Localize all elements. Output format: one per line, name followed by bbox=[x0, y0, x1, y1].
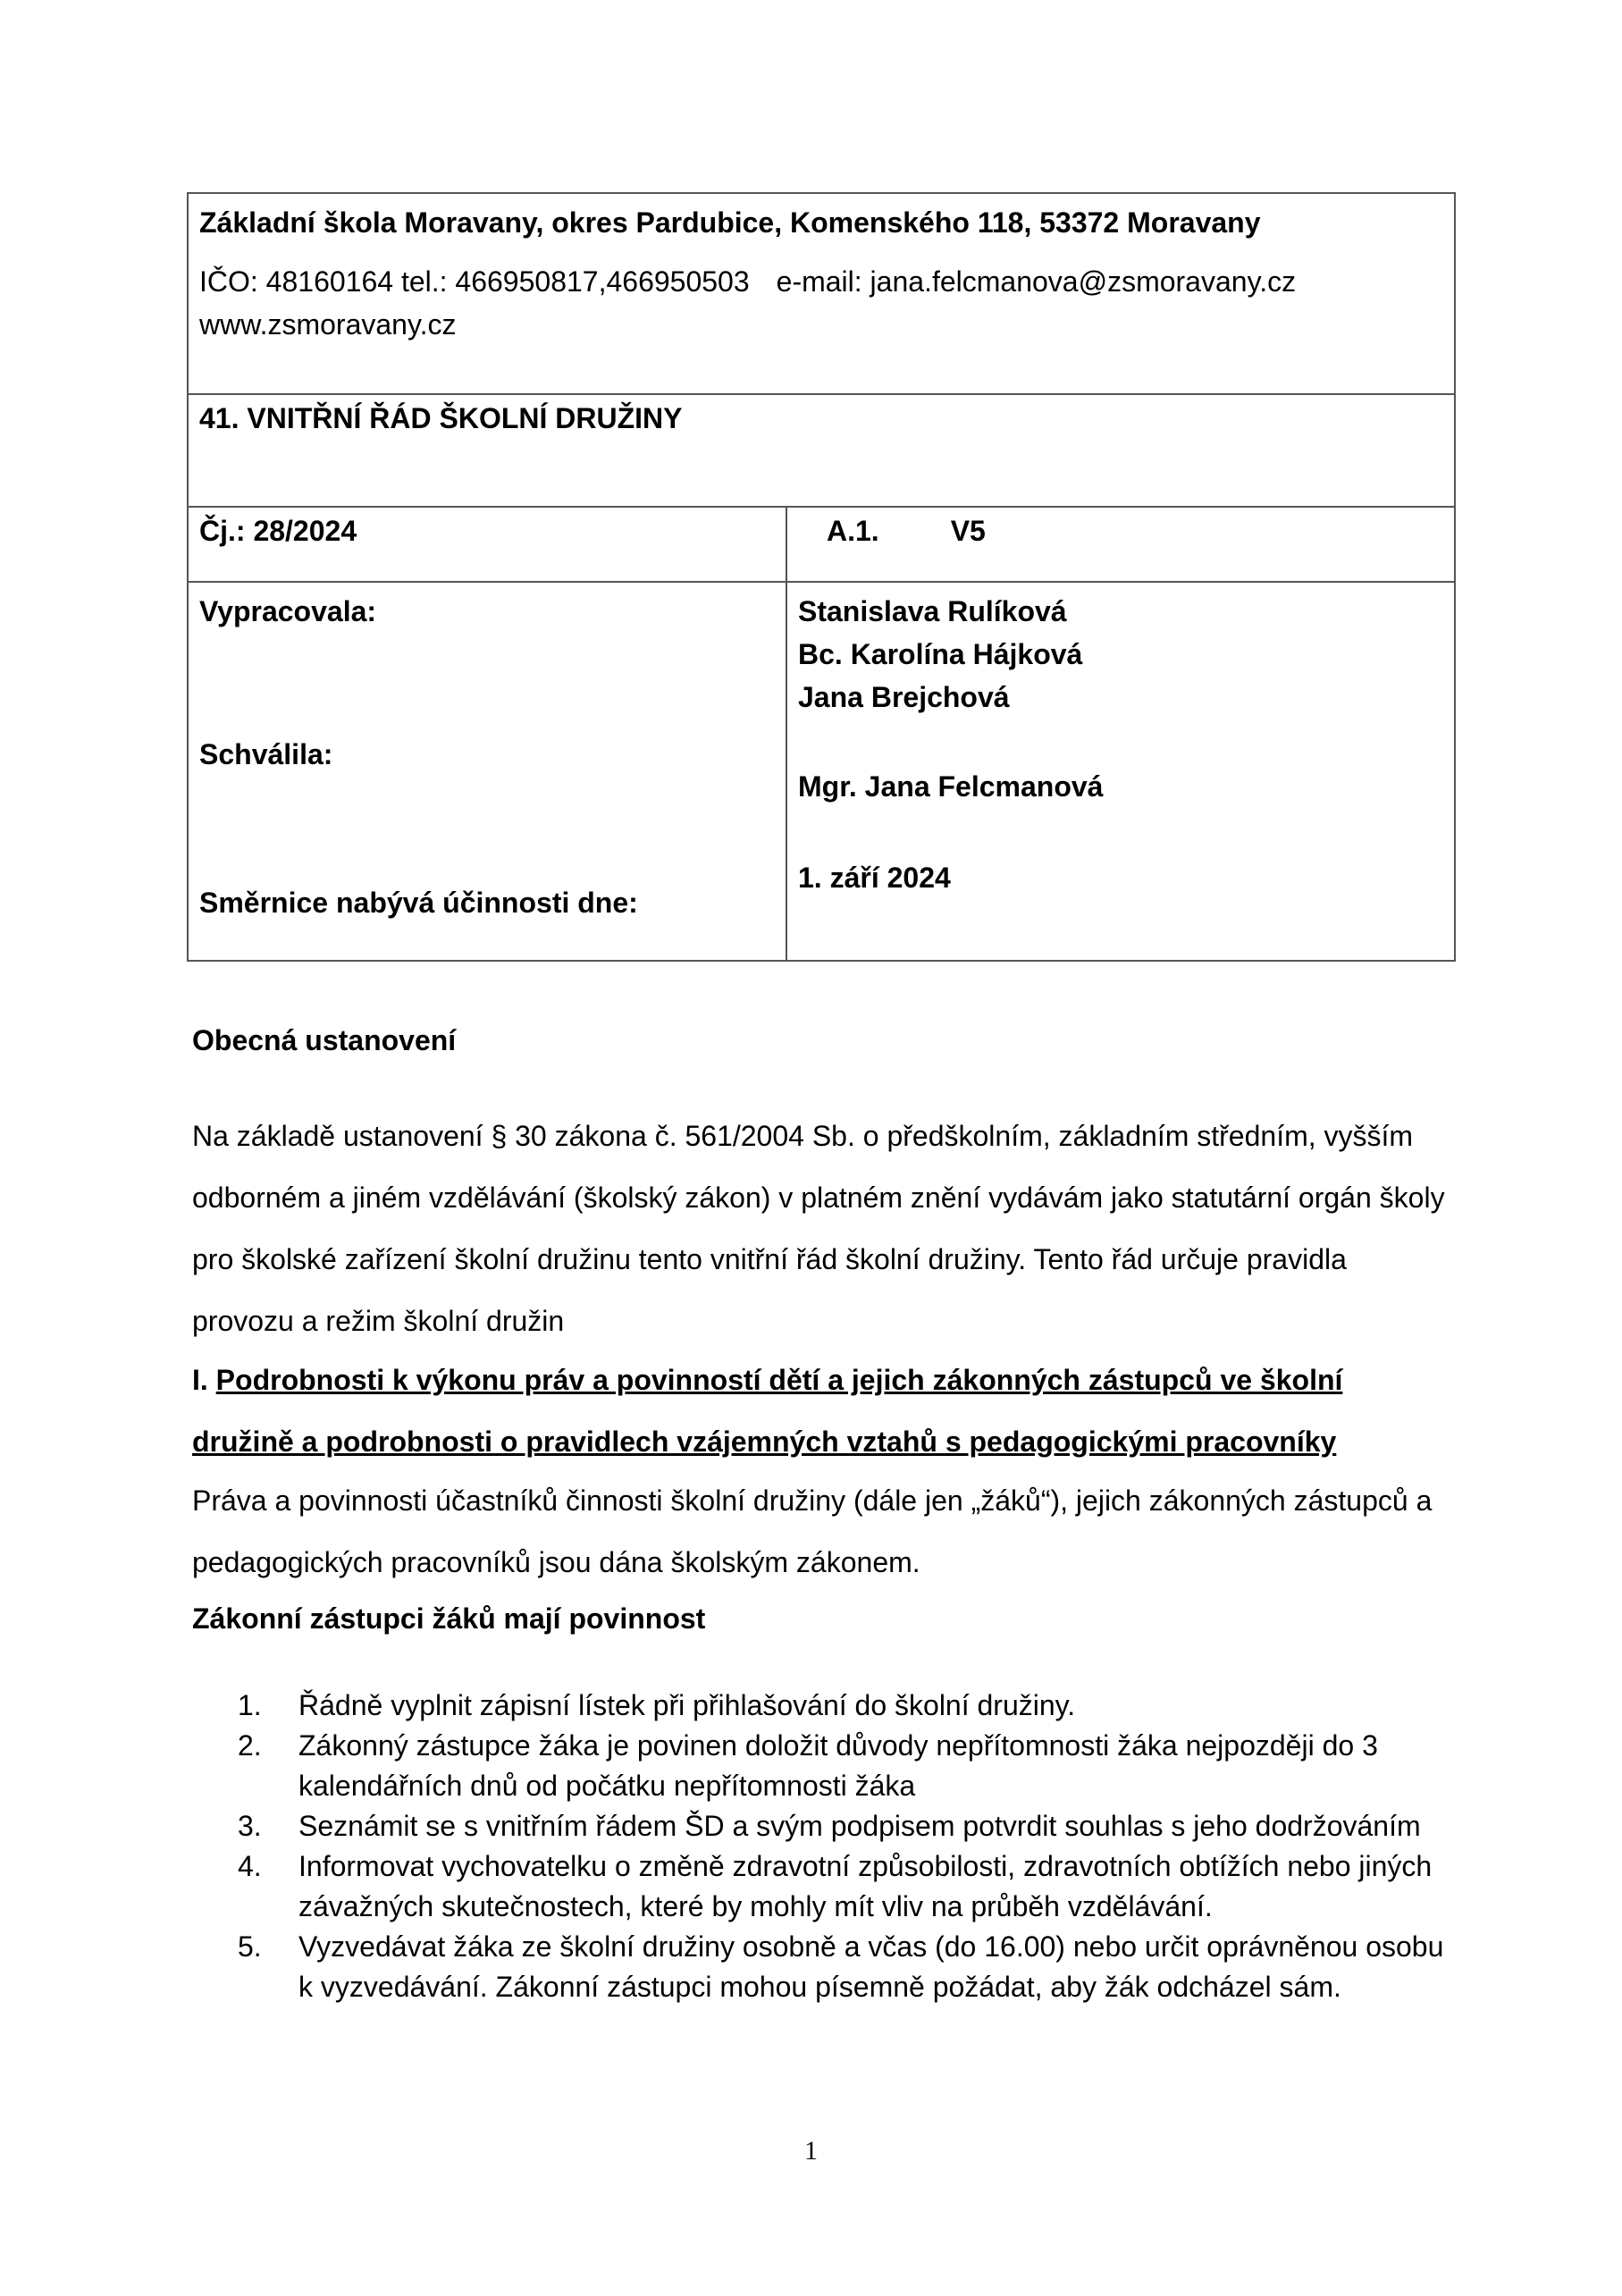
approved-label: Schválila: bbox=[199, 738, 333, 770]
list-item bbox=[238, 1726, 1453, 1806]
author-name: Jana Brejchová bbox=[798, 681, 1010, 713]
rights-paragraph: Práva a povinnosti účastníků činnosti školní družiny (dále jen „žáků“), jejich zákonných zástupců a pedagogických pracovníků jsou dána školským zákonem. bbox=[192, 1484, 1433, 1578]
list-item-text: Informovat vychovatelku o změně zdravotní způsobilosti, zdravotních obtížích nebo jiných závažných skutečnostech, které by mohly mít vliv na průběh vzdělávání. bbox=[298, 1850, 1433, 1922]
contacts: IČO: 48160164 tel.: 466950817,466950503 bbox=[199, 265, 750, 298]
doc-title-cell bbox=[188, 394, 1455, 507]
page-number: 1 bbox=[804, 2136, 818, 2166]
doc-code: A.1. bbox=[827, 515, 879, 547]
header-table bbox=[187, 192, 1456, 962]
doc-title: 41. VNITŘNÍ ŘÁD ŠKOLNÍ DRUŽINY bbox=[199, 402, 683, 434]
list-item-number: 4. bbox=[238, 1850, 262, 1882]
approver-name: Mgr. Jana Felcmanová bbox=[798, 770, 1104, 803]
part-number: I. bbox=[192, 1364, 208, 1396]
prepared-label: Vypracovala: bbox=[199, 595, 377, 627]
duties-list bbox=[238, 1686, 1453, 2007]
list-item-number: 5. bbox=[238, 1930, 262, 1963]
list-item bbox=[238, 1686, 1453, 1726]
list-item-number: 3. bbox=[238, 1810, 262, 1842]
code-cell bbox=[786, 507, 1455, 582]
list-item bbox=[238, 1806, 1453, 1846]
list-item-number: 1. bbox=[238, 1689, 262, 1721]
list-item-text: Vyzvedávat žáka ze školní družiny osobně a včas (do 16.00) nebo určit oprávněnou osobu k vyzvedávání. Zákonní zástupci mohou písemně požádat, aby žák odcházel sám. bbox=[298, 1930, 1444, 2003]
list-item-text: Zákonný zástupce žáka je povinen doložit důvody nepřítomnosti žáka nejpozději do 3 kalendářních dnů od počátku nepřítomnosti žáka bbox=[298, 1729, 1378, 1802]
reference-number: Čj.: 28/2024 bbox=[199, 515, 357, 547]
labels-cell bbox=[188, 582, 786, 961]
email: e-mail: jana.felcmanova@zsmoravany.cz bbox=[776, 265, 1297, 298]
effective-label: Směrnice nabývá účinnosti dne: bbox=[199, 887, 638, 919]
effective-date: 1. září 2024 bbox=[798, 862, 951, 894]
list-item bbox=[238, 1846, 1453, 1927]
part-heading bbox=[192, 1350, 1452, 1473]
list-item-number: 2. bbox=[238, 1729, 262, 1762]
school-name: Základní škola Moravany, okres Pardubice, Komenského 118, 53372 Moravany bbox=[199, 206, 1261, 239]
cj-cell bbox=[188, 507, 786, 582]
general-heading: Obecná ustanovení bbox=[192, 1024, 457, 1056]
list-item-text: Seznámit se s vnitřním řádem ŠD a svým podpisem potvrdit souhlas s jeho dodržováním bbox=[298, 1810, 1421, 1842]
names-cell bbox=[786, 582, 1455, 961]
doc-version: V5 bbox=[950, 515, 986, 547]
list-item-text: Řádně vyplnit zápisní lístek při přihlašování do školní družiny. bbox=[298, 1689, 1076, 1721]
author-name: Bc. Karolína Hájková bbox=[798, 638, 1083, 670]
intro-paragraph: Na základě ustanovení § 30 zákona č. 561/2004 Sb. o předškolním, základním středním, vyšším odborném a jiném vzdělávání (školský zákon) v platném znění vydávám jako statutární orgán školy pro školské zařízení školní družinu tento vnitřní řád školní družiny. Tento řád určuje pravidla provozu a režim školní družin bbox=[192, 1120, 1445, 1337]
website: www.zsmoravany.cz bbox=[199, 308, 457, 341]
school-info-cell bbox=[188, 193, 1455, 394]
contact-line bbox=[199, 260, 1443, 303]
part-title: Podrobnosti k výkonu práv a povinností dětí a jejich zákonných zástupců ve školní družině a podrobnosti o pravidlech vzájemných vztahů s pedagogickými pracovníky bbox=[192, 1364, 1343, 1458]
list-item bbox=[238, 1927, 1453, 2007]
author-name: Stanislava Rulíková bbox=[798, 595, 1067, 627]
duties-heading: Zákonní zástupci žáků mají povinnost bbox=[192, 1602, 706, 1635]
